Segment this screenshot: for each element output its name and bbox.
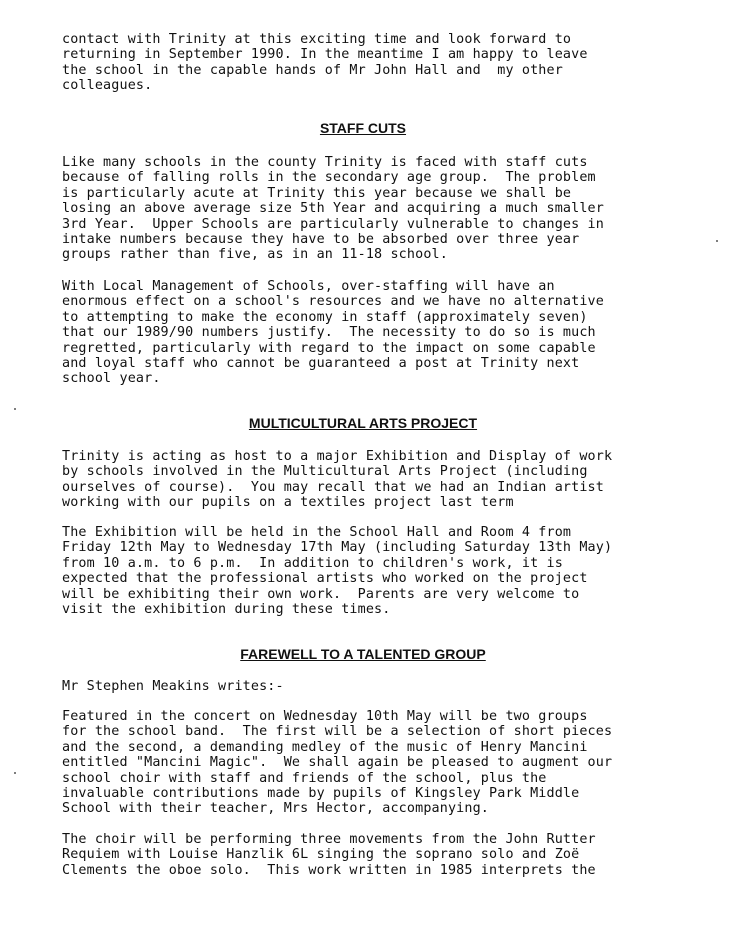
farewell-byline	[62, 679, 712, 694]
text-line: that our 1989/90 numbers justify. The necessity to do so is much	[62, 325, 596, 341]
text-line: losing an above average size 5th Year and acquiring a much smaller	[62, 201, 604, 217]
text-line: Clements the oboe solo. This work written in 1985 interprets the	[62, 862, 596, 878]
text-line: by schools involved in the Multicultural Arts Project (including	[62, 464, 588, 480]
scan-speck	[716, 240, 718, 242]
text-line: for the school band. The first will be a selection of short pieces	[62, 724, 613, 740]
text-line: colleagues.	[62, 78, 153, 94]
scan-speck	[14, 408, 16, 410]
text-line: school choir with staff and friends of the school, plus the	[62, 770, 547, 786]
text-line: the school in the capable hands of Mr John Hall and my other	[62, 62, 563, 78]
text-line: and the second, a demanding medley of the music of Henry Mancini	[62, 739, 588, 755]
text-line: School with their teacher, Mrs Hector, accompanying.	[62, 801, 490, 817]
text-line: will be exhibiting their own work. Parents are very welcome to	[62, 586, 580, 602]
staff-cuts-paragraph-1	[62, 155, 712, 263]
text-line: is particularly acute at Trinity this year because we shall be	[62, 185, 572, 201]
text-line: The choir will be performing three movements from the John Rutter	[62, 832, 596, 847]
intro-paragraph	[62, 32, 712, 94]
text-line: and loyal staff who cannot be guaranteed a post at Trinity next	[62, 356, 580, 372]
text-line: enormous effect on a school's resources and we have no alternative	[62, 294, 604, 310]
byline-text: Mr Stephen Meakins writes:-	[62, 679, 284, 694]
staff-cuts-heading: STAFF CUTS	[319, 120, 407, 136]
farewell-paragraph-2	[62, 832, 712, 878]
text-line: invaluable contributions made by pupils of Kingsley Park Middle	[62, 786, 580, 802]
farewell-heading: FAREWELL TO A TALENTED GROUP	[240, 646, 486, 662]
text-line: to attempting to make the economy in staff (approximately seven)	[62, 309, 588, 325]
text-line: Requiem with Louise Hanzlik 6L singing the soprano solo and Zoë	[62, 847, 580, 863]
arts-project-paragraph-2	[62, 525, 712, 617]
staff-cuts-paragraph-2	[62, 279, 712, 387]
text-line: ourselves of course). You may recall that we had an Indian artist	[62, 479, 604, 495]
text-line: regretted, particularly with regard to the impact on some capable	[62, 340, 596, 356]
text-line: Like many schools in the county Trinity is faced with staff cuts	[62, 155, 588, 170]
farewell-paragraph-1	[62, 709, 712, 817]
text-line: 3rd Year. Upper Schools are particularly vulnerable to changes in	[62, 216, 604, 232]
scan-speck	[14, 772, 16, 774]
text-line: school year.	[62, 371, 161, 387]
text-line: working with our pupils on a textiles project last term	[62, 495, 514, 511]
text-line: Trinity is acting as host to a major Exhibition and Display of work	[62, 449, 613, 464]
text-line: Featured in the concert on Wednesday 10th May will be two groups	[62, 709, 588, 724]
text-line: returning in September 1990. In the meantime I am happy to leave	[62, 47, 588, 63]
text-line: entitled "Mancini Magic". We shall again be pleased to augment our	[62, 755, 613, 771]
text-line: Friday 12th May to Wednesday 17th May (including Saturday 13th May)	[62, 540, 613, 556]
text-line: because of falling rolls in the secondary age group. The problem	[62, 170, 596, 186]
arts-project-paragraph-1	[62, 449, 712, 511]
text-line: intake numbers because they have to be absorbed over three year	[62, 232, 580, 248]
text-line: expected that the professional artists who worked on the project	[62, 571, 588, 587]
text-line: contact with Trinity at this exciting time and look forward to	[62, 32, 572, 47]
text-line: from 10 a.m. to 6 p.m. In addition to children's work, it is	[62, 555, 563, 571]
arts-project-heading: MULTICULTURAL ARTS PROJECT	[248, 415, 478, 431]
text-line: groups rather than five, as in an 11-18 school.	[62, 247, 448, 263]
text-line: With Local Management of Schools, over-staffing will have an	[62, 279, 555, 294]
text-line: The Exhibition will be held in the School Hall and Room 4 from	[62, 525, 572, 540]
text-line: visit the exhibition during these times.	[62, 602, 391, 618]
